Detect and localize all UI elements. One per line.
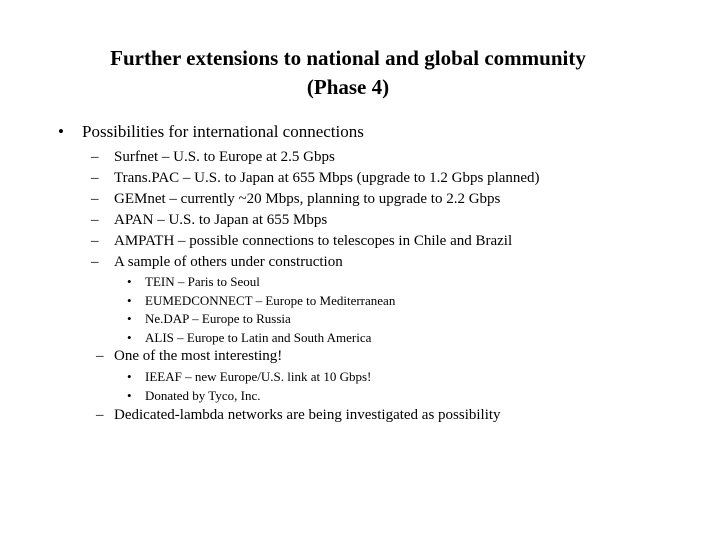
sub-item-text: ALIS – Europe to Latin and South America: [145, 330, 372, 345]
list-item-text: Dedicated-lambda networks are being investigated as possibility: [114, 407, 501, 423]
dash-marker: –: [91, 191, 99, 207]
sub-item-text: Donated by Tyco, Inc.: [145, 388, 261, 403]
list-item-text: A sample of others under construction: [114, 254, 343, 270]
dash-marker: –: [91, 233, 99, 249]
title-line-2: (Phase 4): [306, 75, 390, 99]
dash-marker: –: [96, 407, 104, 423]
list-item-text: APAN – U.S. to Japan at 655 Mbps: [114, 212, 328, 228]
dash-marker: –: [91, 170, 99, 186]
bullet-marker: •: [127, 311, 132, 326]
sub-item-text: Ne.DAP – Europe to Russia: [145, 311, 291, 326]
slide-title: [40, 44, 656, 102]
dash-marker: –: [96, 348, 104, 364]
dash-marker: –: [91, 149, 99, 165]
bullet-marker: •: [127, 369, 132, 384]
dash-marker: –: [91, 212, 99, 228]
list-item-text: Surfnet – U.S. to Europe at 2.5 Gbps: [114, 149, 335, 165]
bullet-marker: •: [127, 293, 132, 308]
bullet-marker: •: [127, 330, 132, 345]
bullet-marker: •: [127, 388, 132, 403]
list-item-text: One of the most interesting!: [114, 348, 283, 364]
title-line-1: Further extensions to national and global community: [110, 46, 586, 70]
sub-item-text: EUMEDCONNECT – Europe to Mediterranean: [145, 293, 396, 308]
list-item-text: Trans.PAC – U.S. to Japan at 655 Mbps (upgrade to 1.2 Gbps planned): [114, 170, 540, 186]
dash-marker: –: [91, 254, 99, 270]
main-bullet-text: Possibilities for international connections: [82, 122, 364, 141]
bullet-marker: •: [127, 274, 132, 289]
bullet-marker: •: [58, 122, 64, 141]
list-item-text: AMPATH – possible connections to telescopes in Chile and Brazil: [114, 233, 513, 249]
sub-item-text: IEEAF – new Europe/U.S. link at 10 Gbps!: [145, 369, 372, 384]
sub-item-text: TEIN – Paris to Seoul: [145, 274, 260, 289]
list-item-text: GEMnet – currently ~20 Mbps, planning to upgrade to 2.2 Gbps: [114, 191, 501, 207]
